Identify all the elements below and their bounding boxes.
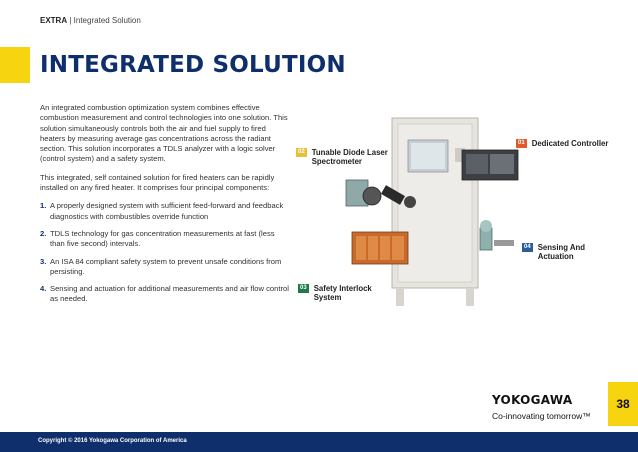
page-number: 38: [616, 397, 630, 411]
list-number: 2.: [40, 228, 47, 238]
page-header: [40, 16, 141, 25]
callout-label: Sensing And Actuation: [537, 243, 586, 261]
list-text: An ISA 84 compliant safety system to prevent unsafe conditions from persisting.: [50, 256, 282, 276]
list-text: TDLS technology for gas concentration measurements at fast (less than five second) intervals.: [50, 228, 275, 249]
system-illustration: [290, 110, 635, 330]
footer-copyright: Copyright © 2016 Yokogawa Corporation of America: [38, 438, 187, 444]
callout-sensing-actuation: [522, 243, 585, 261]
components-list: [40, 201, 290, 304]
list-text: A properly designed system with sufficient feed-forward and feedback diagnostics with combustibles override function: [50, 201, 284, 221]
callout-badge: 01: [518, 140, 525, 146]
callout-badge: 03: [300, 285, 307, 291]
header-subtitle: Integrated Solution: [73, 16, 141, 25]
list-number: 4.: [40, 284, 47, 294]
callout-tunable-diode-laser: [296, 148, 388, 166]
list-item: [40, 229, 290, 250]
intro-paragraph: An integrated combustion optimization system combines effective combustion measurement and control technologies into one solution. This solution simultaneously controls both the air and fuel supply to fired heaters by measuring average gas concentrations across the radiant section. This solution incorporates a TDLS analyzer with a logic solver (control system) and a safety system.: [40, 103, 288, 164]
list-item: [40, 257, 290, 278]
callout-dedicated-controller: [516, 139, 608, 148]
logo-tagline: Co-innovating tomorrow™: [492, 411, 591, 421]
callout-safety-interlock: [298, 284, 372, 302]
list-item: [40, 201, 290, 222]
footer-bar: [0, 432, 638, 452]
header-section: EXTRA: [40, 16, 68, 25]
callout-badge: 04: [524, 244, 531, 250]
second-paragraph: This integrated, self contained solution for fired heaters can be rapidly installed on any fired heater. It comprises four principal components:: [40, 172, 275, 193]
yokogawa-logo: [492, 393, 591, 421]
callout-badge: 02: [298, 149, 305, 155]
callout-label: Safety Interlock System: [313, 284, 372, 302]
list-item: [40, 284, 290, 305]
header-separator: |: [67, 16, 74, 25]
list-number: 3.: [40, 256, 47, 266]
page-title: INTEGRATED SOLUTION: [40, 52, 346, 78]
logo-wordmark: YOKOGAWA: [492, 393, 573, 407]
list-number: 1.: [40, 201, 47, 211]
title-accent-bar: [0, 47, 30, 83]
list-text: Sensing and actuation for additional measurements and air flow control as needed.: [50, 284, 289, 304]
callout-label: Dedicated Controller: [531, 139, 609, 148]
callout-label: Tunable Diode Laser Spectrometer: [311, 148, 388, 166]
page-number-box: [608, 382, 638, 426]
body-text: [40, 103, 290, 312]
